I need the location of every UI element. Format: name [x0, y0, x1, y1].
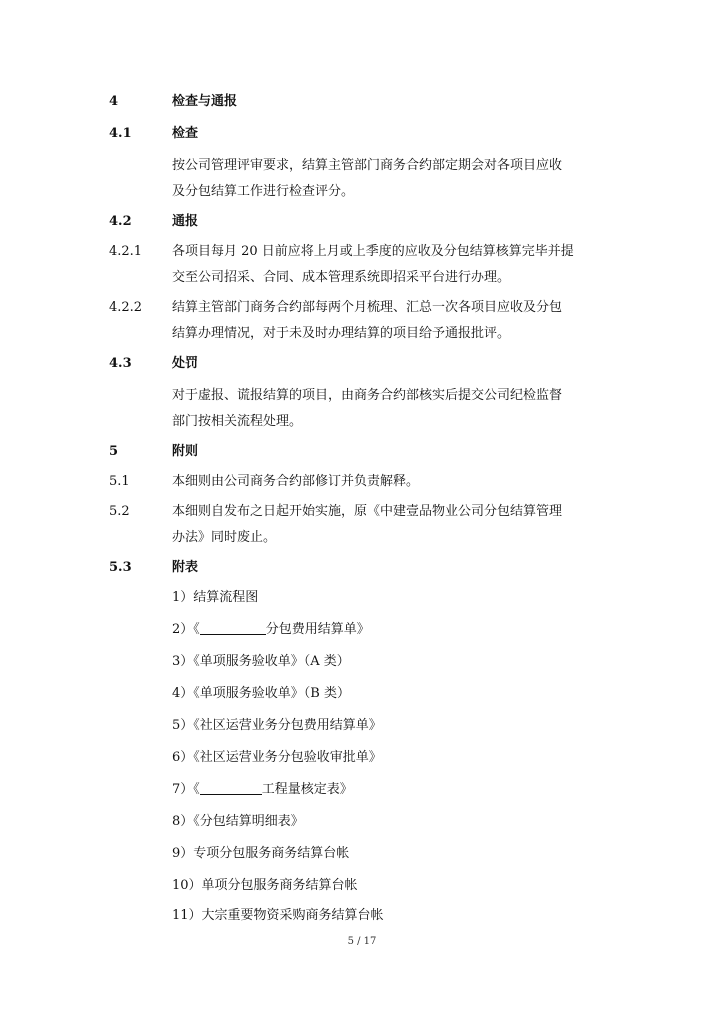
attachment-text: 3）《单项服务验收单》（A 类）: [172, 654, 350, 669]
attachment-text: 4）《单项服务验收单》（B 类）: [172, 686, 350, 701]
attachment-text: 8）《分包结算明细表》: [172, 814, 304, 829]
paragraph-line: 对于虚报、谎报结算的项目，由商务合约部核实后提交公司纪检监督: [172, 388, 563, 403]
attachment-text: 工程量核定表》: [261, 782, 353, 797]
section-number: 5: [109, 444, 119, 459]
attachment-item: [172, 710, 616, 741]
paragraph-line: 按公司管理评审要求，结算主管部门商务合约部定期会对各项目应收: [172, 158, 563, 173]
attachment-item: [172, 774, 616, 805]
attachment-item: [172, 646, 616, 677]
section-heading: 检查: [172, 126, 199, 141]
attachment-item: [172, 870, 616, 901]
paragraph-line: 办法》同时废止。: [172, 530, 277, 545]
attachment-item: [172, 742, 616, 773]
section-number: 4.3: [109, 356, 132, 371]
section-number: 4: [109, 94, 119, 109]
paragraph-line: 本细则由公司商务合约部修订并负责解释。: [172, 474, 420, 489]
section-heading: 处罚: [172, 356, 199, 371]
section-heading: 检查与通报: [172, 94, 238, 109]
paragraph-line: 各项目每月 20 日前应将上月或上季度的应收及分包结算核算完毕并提: [172, 244, 574, 259]
attachment-text: 7）《: [172, 782, 200, 797]
attachment-item: [172, 678, 616, 709]
clause-number: 4.2.1: [109, 244, 143, 259]
attachment-item: [172, 838, 616, 869]
paragraph-line: 本细则自发布之日起开始实施，原《中建壹品物业公司分包结算管理: [172, 504, 563, 519]
fill-in-blank: [200, 620, 266, 635]
section-heading: 附则: [172, 444, 199, 459]
attachment-item: [172, 582, 616, 613]
paragraph-line: 结算办理情况，对于未及时办理结算的项目给予通报批评。: [172, 326, 511, 341]
attachment-item: [172, 806, 616, 837]
clause-number: 5.1: [109, 474, 130, 489]
attachment-text: 2）《: [172, 622, 200, 637]
section-number: 5.3: [109, 560, 132, 575]
paragraph-line: 部门按相关流程处理。: [172, 414, 303, 429]
section-number: 4.2: [109, 214, 132, 229]
page-number: 5 / 17: [347, 936, 377, 947]
paragraph-line: 结算主管部门商务合约部每两个月梳理、汇总一次各项目应收及分包: [172, 300, 563, 315]
clause-number: 4.2.2: [109, 300, 143, 315]
attachment-text: 10）单项分包服务商务结算台帐: [172, 878, 358, 893]
attachment-item: [172, 614, 616, 645]
attachment-text: 1）结算流程图: [172, 590, 259, 605]
attachment-text: 6）《社区运营业务分包验收审批单》: [172, 750, 382, 765]
clause-number: 5.2: [109, 504, 130, 519]
paragraph-line: 交至公司招采、合同、成本管理系统即招采平台进行办理。: [172, 270, 511, 285]
section-heading: 附表: [172, 560, 199, 575]
fill-in-blank: [200, 780, 262, 795]
attachment-text: 5）《社区运营业务分包费用结算单》: [172, 718, 382, 733]
attachment-text: 11）大宗重要物资采购商务结算台帐: [172, 908, 384, 923]
paragraph-line: 及分包结算工作进行检查评分。: [172, 184, 355, 199]
section-heading: 通报: [172, 214, 199, 229]
attachment-text: 分包费用结算单》: [265, 622, 370, 637]
section-number: 4.1: [109, 126, 132, 141]
attachment-item: [172, 900, 616, 931]
attachment-text: 9）专项分包服务商务结算台帐: [172, 846, 350, 861]
